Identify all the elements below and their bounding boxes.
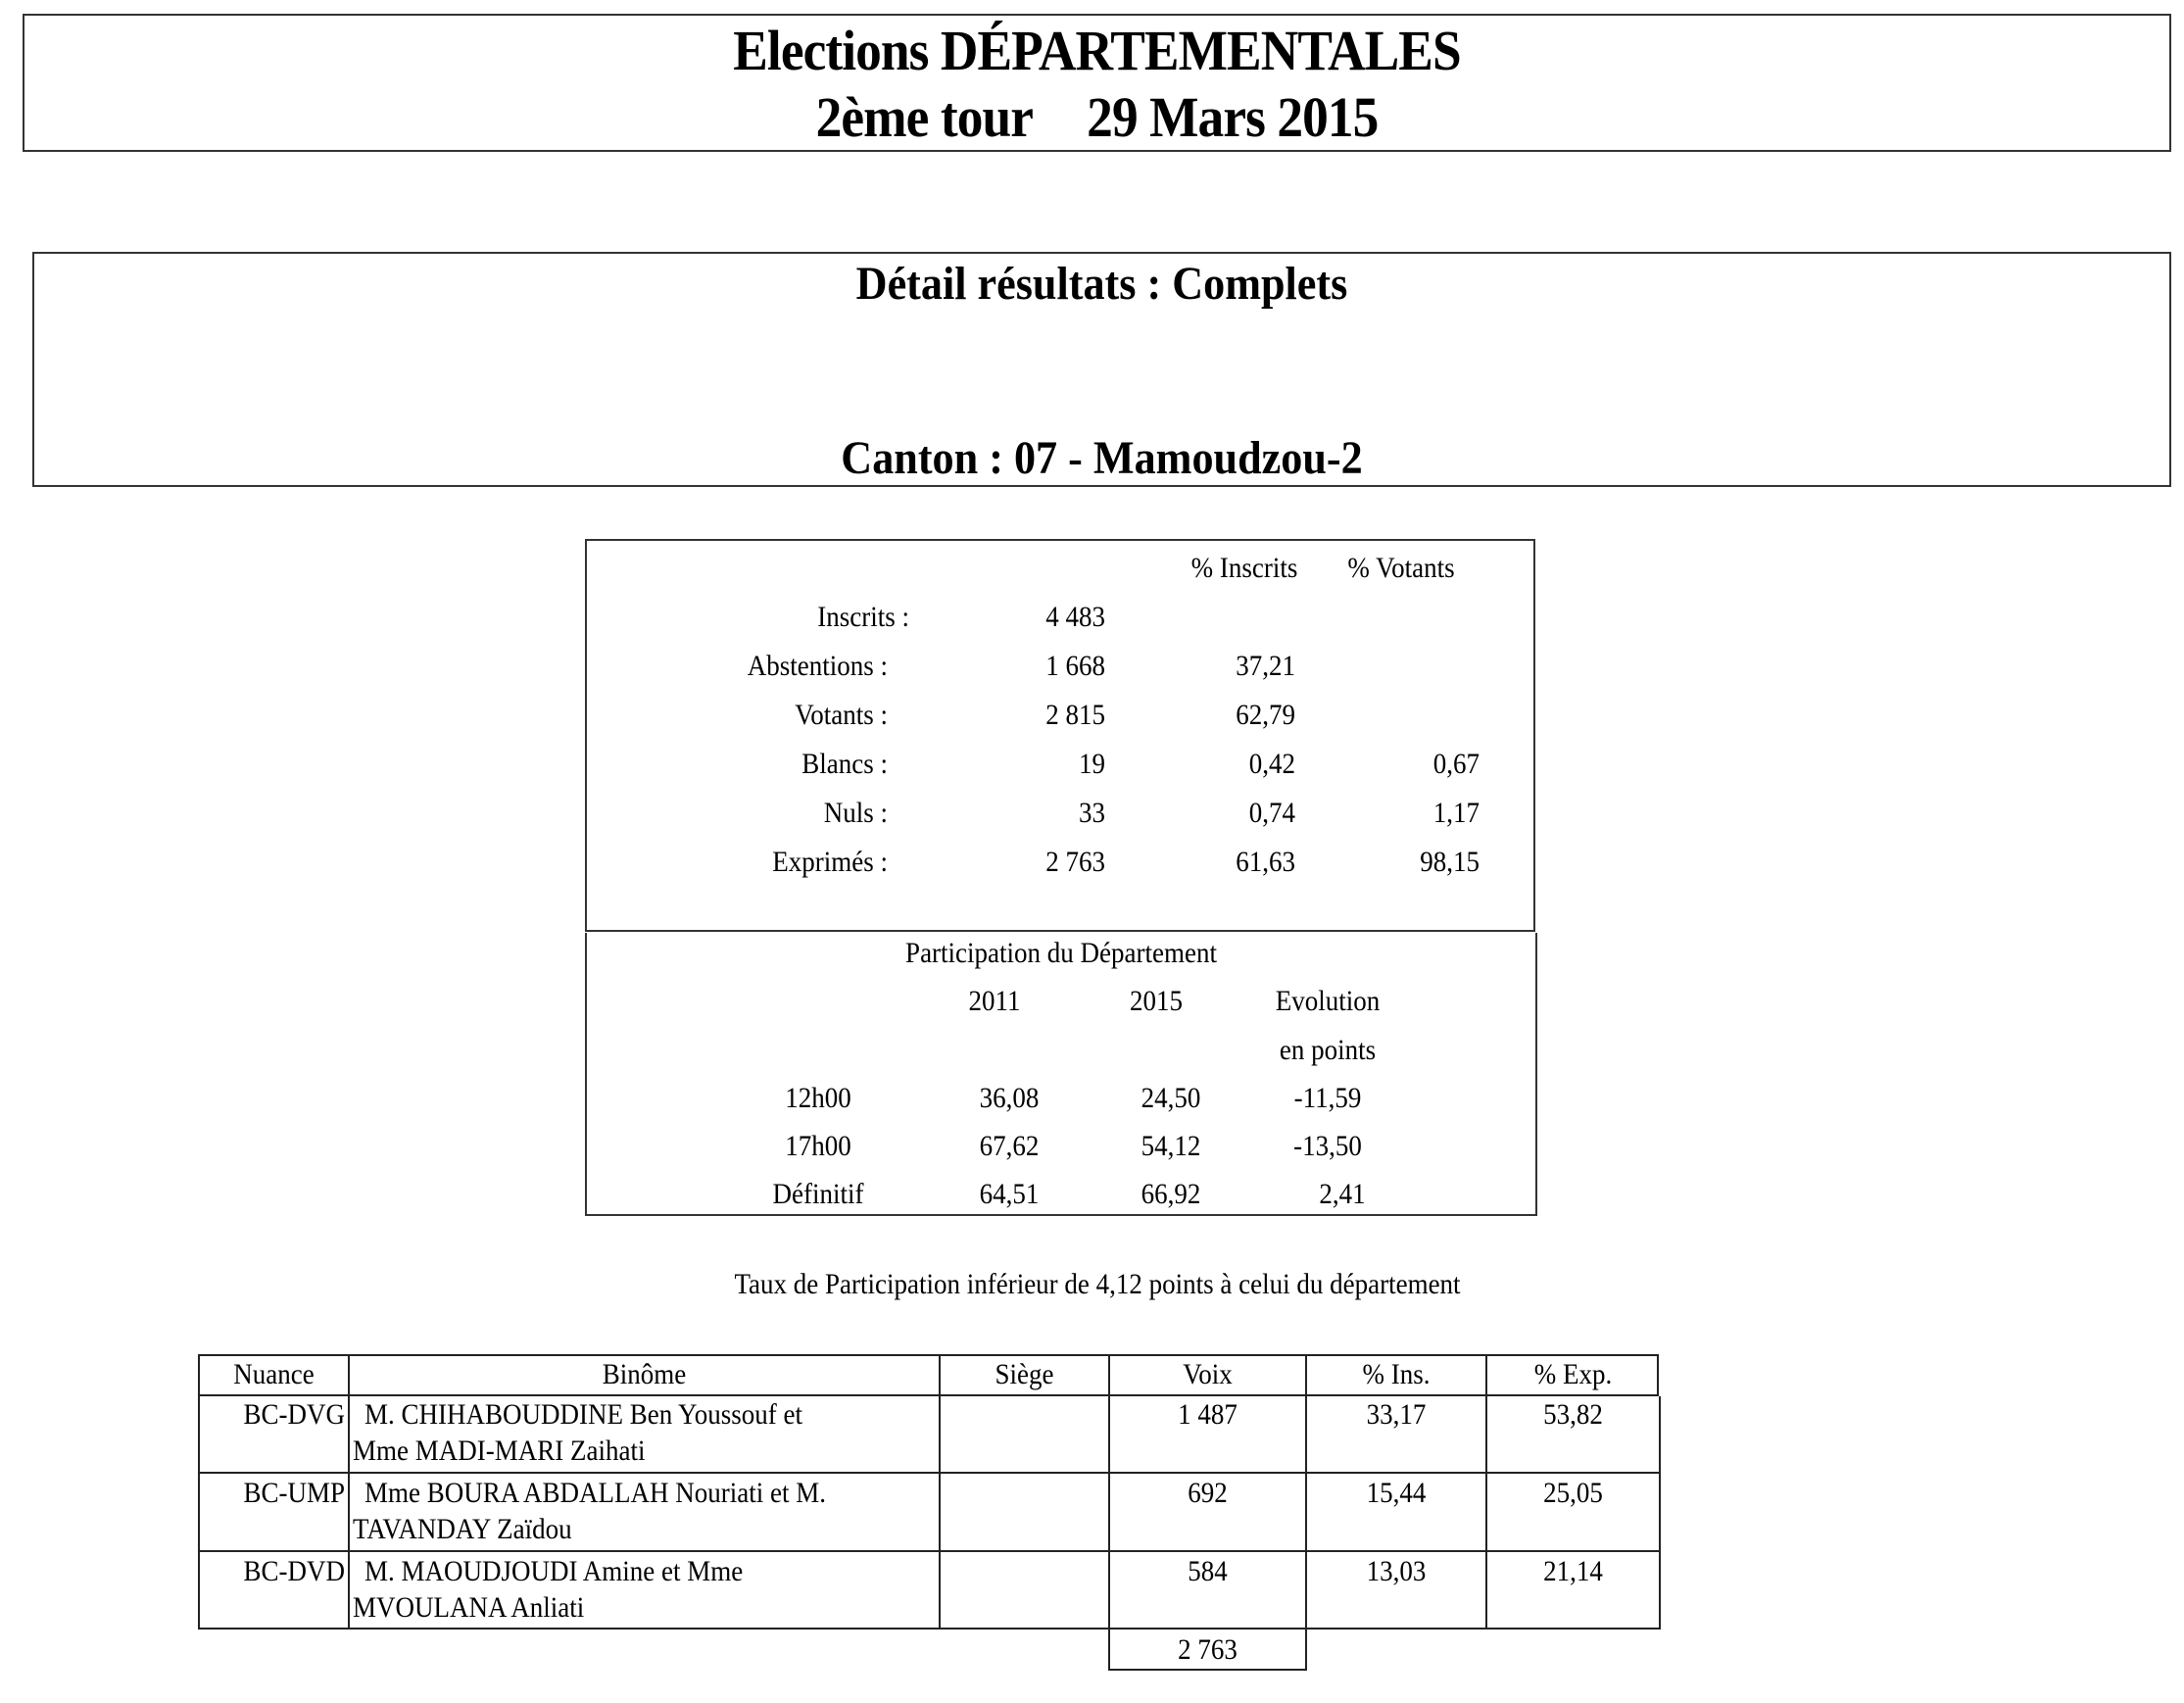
col-header-pct-inscrits: % Inscrits (1190, 552, 1298, 584)
stats-value: 1 668 (1045, 650, 1105, 682)
pct-ins: 13,03 (1366, 1555, 1427, 1587)
participation-table (585, 933, 1537, 1216)
stats-label: Votants : (795, 699, 888, 731)
participation-evolution: 2,41 (1319, 1178, 1366, 1210)
participation-label: 17h00 (785, 1130, 851, 1162)
participation-title: Participation du Département (905, 937, 1217, 969)
stats-label: Nuls : (823, 797, 888, 829)
binome-line1: M. MAOUDJOUDI Amine et Mme (364, 1555, 744, 1587)
divider (1108, 1669, 1307, 1671)
stats-value: 19 (1079, 748, 1105, 780)
header-siege: Siège (995, 1358, 1054, 1390)
total-voix: 2 763 (1178, 1633, 1238, 1666)
stats-value: 33 (1079, 797, 1105, 829)
participation-label: 12h00 (785, 1082, 851, 1114)
participation-2015: 66,92 (1141, 1178, 1201, 1210)
participation-2011: 67,62 (979, 1130, 1040, 1162)
voix: 692 (1188, 1477, 1228, 1509)
binome-line2: Mme MADI-MARI Zaihati (353, 1435, 646, 1467)
divider (198, 1550, 1661, 1552)
participation-note: Taux de Participation inférieur de 4,12 points à celui du département (734, 1268, 1461, 1300)
divider (1659, 1396, 1661, 1630)
divider (198, 1628, 1661, 1630)
stats-pct-inscrits: 37,21 (1236, 650, 1295, 682)
header-pct-exp: % Exp. (1533, 1358, 1613, 1390)
divider (939, 1354, 941, 1630)
header-pct-ins: % Ins. (1362, 1358, 1431, 1390)
stats-pct-votants: 1,17 (1432, 797, 1480, 829)
col-header-2011: 2011 (968, 985, 1021, 1017)
pct-ins: 33,17 (1366, 1398, 1427, 1431)
col-header-pct-votants: % Votants (1347, 552, 1455, 584)
stats-pct-votants: 98,15 (1420, 846, 1480, 878)
canton-title: Canton : 07 - Mamoudzou-2 (841, 432, 1363, 484)
election-title: Elections DÉPARTEMENTALES (733, 19, 1461, 82)
participation-evolution: -13,50 (1293, 1130, 1362, 1162)
binome-line2: TAVANDAY Zaïdou (353, 1513, 572, 1545)
pct-exp: 25,05 (1543, 1477, 1603, 1509)
pct-exp: 53,82 (1543, 1398, 1603, 1431)
binome-line1: M. CHIHABOUDDINE Ben Youssouf et (364, 1398, 803, 1431)
election-date: 29 Mars 2015 (1087, 85, 1379, 149)
col-header-evolution: Evolution (1275, 985, 1381, 1017)
participation-2011: 36,08 (979, 1082, 1040, 1114)
pct-ins: 15,44 (1366, 1477, 1427, 1509)
header-binome: Binôme (602, 1358, 687, 1390)
nuance: BC-DVD (243, 1555, 345, 1587)
stats-label: Exprimés : (772, 846, 888, 878)
stats-value: 4 483 (1045, 601, 1105, 633)
stats-value: 2 815 (1045, 699, 1105, 731)
divider (1485, 1354, 1487, 1630)
election-round-date (109, 86, 2086, 149)
nuance: BC-UMP (243, 1477, 345, 1509)
header-nuance: Nuance (233, 1358, 315, 1390)
divider (198, 1354, 200, 1630)
header-voix: Voix (1183, 1358, 1233, 1390)
stats-label: Inscrits : (817, 601, 909, 633)
divider (1108, 1354, 1110, 1671)
stats-pct-inscrits: 61,63 (1236, 846, 1295, 878)
divider (348, 1354, 350, 1630)
voix: 1 487 (1178, 1398, 1238, 1431)
binome-line2: MVOULANA Anliati (353, 1591, 585, 1624)
voix: 584 (1188, 1555, 1228, 1587)
col-header-en-points: en points (1279, 1034, 1377, 1066)
participation-2015: 54,12 (1141, 1130, 1201, 1162)
participation-2015: 24,50 (1141, 1082, 1201, 1114)
round-label: 2ème tour (815, 85, 1033, 149)
col-header-2015: 2015 (1130, 985, 1183, 1017)
stats-pct-votants: 0,67 (1432, 748, 1480, 780)
nuance: BC-DVG (243, 1398, 345, 1431)
stats-label: Blancs : (801, 748, 888, 780)
divider (1305, 1354, 1307, 1671)
stats-value: 2 763 (1045, 846, 1105, 878)
stats-pct-inscrits: 0,74 (1248, 797, 1295, 829)
detail-title: Détail résultats : Complets (855, 258, 1348, 310)
participation-label: Définitif (772, 1178, 864, 1210)
participation-2011: 64,51 (979, 1178, 1040, 1210)
stats-pct-inscrits: 0,42 (1248, 748, 1295, 780)
stats-pct-inscrits: 62,79 (1236, 699, 1295, 731)
divider (198, 1472, 1661, 1474)
pct-exp: 21,14 (1543, 1555, 1603, 1587)
stats-label: Abstentions : (747, 650, 888, 682)
participation-evolution: -11,59 (1293, 1082, 1362, 1114)
binome-line1: Mme BOURA ABDALLAH Nouriati et M. (364, 1477, 826, 1509)
